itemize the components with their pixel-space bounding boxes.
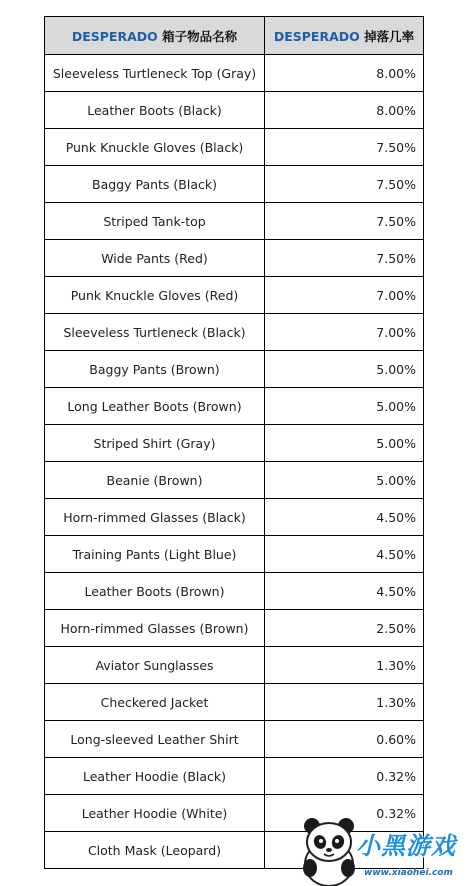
item-name-cell: Beanie (Brown) xyxy=(45,462,265,499)
table-row xyxy=(45,351,424,388)
item-name-cell: Horn-rimmed Glasses (Brown) xyxy=(45,610,265,647)
drop-rate-cell: 7.50% xyxy=(265,166,424,203)
item-name-cell: Leather Hoodie (White) xyxy=(45,795,265,832)
drop-rate-cell: 0.32% xyxy=(265,795,424,832)
table-row xyxy=(45,536,424,573)
table-row xyxy=(45,203,424,240)
drop-rate-table-container xyxy=(44,16,423,869)
drop-rate-cell: 8.00% xyxy=(265,92,424,129)
item-name-cell: Striped Shirt (Gray) xyxy=(45,425,265,462)
drop-rate-cell: 4.50% xyxy=(265,536,424,573)
item-name-cell: Checkered Jacket xyxy=(45,684,265,721)
header-drop-rate xyxy=(265,17,424,55)
item-name-cell: Training Pants (Light Blue) xyxy=(45,536,265,573)
drop-rate-cell: 7.50% xyxy=(265,203,424,240)
item-name-cell: Aviator Sunglasses xyxy=(45,647,265,684)
item-name-cell: Horn-rimmed Glasses (Black) xyxy=(45,499,265,536)
watermark-url: www.xiaohei.com xyxy=(364,868,453,878)
table-row xyxy=(45,425,424,462)
drop-rate-cell: 0.32% xyxy=(265,758,424,795)
drop-rate-cell: 5.00% xyxy=(265,351,424,388)
table-row xyxy=(45,129,424,166)
table-row xyxy=(45,684,424,721)
item-name-cell: Punk Knuckle Gloves (Red) xyxy=(45,277,265,314)
drop-rate-cell: 7.00% xyxy=(265,277,424,314)
table-row xyxy=(45,55,424,92)
item-name-cell: Wide Pants (Red) xyxy=(45,240,265,277)
drop-rate-cell: 0.60% xyxy=(265,721,424,758)
item-name-cell: Leather Boots (Black) xyxy=(45,92,265,129)
table-row xyxy=(45,277,424,314)
drop-rate-cell: 7.50% xyxy=(265,129,424,166)
item-name-cell: Long Leather Boots (Brown) xyxy=(45,388,265,425)
drop-rate-cell: 1.30% xyxy=(265,684,424,721)
table-row xyxy=(45,240,424,277)
item-name-cell: Sleeveless Turtleneck (Black) xyxy=(45,314,265,351)
table-row xyxy=(45,92,424,129)
drop-rate-cell: 5.00% xyxy=(265,388,424,425)
panda-mascot-icon xyxy=(298,812,360,886)
drop-rate-cell: 5.00% xyxy=(265,462,424,499)
item-name-cell: Baggy Pants (Brown) xyxy=(45,351,265,388)
header-drop-rate-brand: DESPERADO xyxy=(273,28,360,44)
header-item-name xyxy=(45,17,265,55)
table-row xyxy=(45,166,424,203)
table-row xyxy=(45,610,424,647)
drop-rate-cell: 8.00% xyxy=(265,55,424,92)
table-row xyxy=(45,462,424,499)
drop-rate-cell: 5.00% xyxy=(265,425,424,462)
drop-rate-cell: 2.50% xyxy=(265,610,424,647)
table-body xyxy=(45,55,424,869)
item-name-cell: Striped Tank-top xyxy=(45,203,265,240)
drop-rate-cell: 7.00% xyxy=(265,314,424,351)
drop-rate-cell: 1.30% xyxy=(265,647,424,684)
watermark-logo-text: 小黑游戏 xyxy=(356,832,456,860)
table-row xyxy=(45,758,424,795)
drop-rate-cell: 4.50% xyxy=(265,499,424,536)
drop-rate-table xyxy=(44,16,424,869)
table-row xyxy=(45,721,424,758)
table-row xyxy=(45,314,424,351)
item-name-cell: Leather Hoodie (Black) xyxy=(45,758,265,795)
drop-rate-cell: 4.50% xyxy=(265,573,424,610)
header-row xyxy=(45,17,424,55)
item-name-cell: Baggy Pants (Black) xyxy=(45,166,265,203)
site-watermark xyxy=(298,812,476,886)
table-header xyxy=(45,17,424,55)
table-row xyxy=(45,499,424,536)
item-name-cell: Leather Boots (Brown) xyxy=(45,573,265,610)
table-row xyxy=(45,573,424,610)
item-name-cell: Punk Knuckle Gloves (Black) xyxy=(45,129,265,166)
item-name-cell: Sleeveless Turtleneck Top (Gray) xyxy=(45,55,265,92)
drop-rate-cell: 7.50% xyxy=(265,240,424,277)
header-item-name-label: 箱子物品名称 xyxy=(162,28,238,44)
header-drop-rate-label: 掉落几率 xyxy=(364,28,415,44)
item-name-cell: Cloth Mask (Leopard) xyxy=(45,832,265,869)
item-name-cell: Long-sleeved Leather Shirt xyxy=(45,721,265,758)
table-row xyxy=(45,388,424,425)
table-row xyxy=(45,647,424,684)
header-item-name-brand: DESPERADO xyxy=(71,28,158,44)
